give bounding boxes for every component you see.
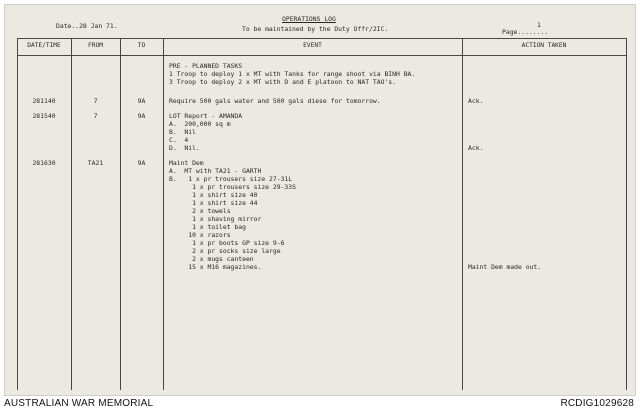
entry-action-line: Ack. <box>468 97 484 105</box>
entry-action-line <box>468 175 623 183</box>
log-subtitle: To be maintained by the Duty Offr/2IC. <box>242 25 389 33</box>
entry-event-line: C. 4 <box>169 136 189 144</box>
entry-event-line: D. Nil. <box>169 144 200 152</box>
column-rule <box>163 38 164 390</box>
entry-action-line <box>468 191 623 199</box>
entry-action-line <box>468 128 623 136</box>
entry-event-line: 10 x razors <box>169 231 231 239</box>
entry-from: TA21 <box>87 159 104 167</box>
entry-event-line: 1 x pr trousers size 29-33S <box>169 183 296 191</box>
column-rule <box>120 38 121 390</box>
column-header-event: EVENT <box>303 42 322 49</box>
column-rule <box>462 38 463 390</box>
entry-action-line <box>468 207 623 215</box>
entry-action-line <box>468 223 623 231</box>
archive-credit: AUSTRALIAN WAR MEMORIAL <box>4 398 154 409</box>
entry-event <box>169 97 459 105</box>
entry-event-line: 2 x mugs canteen <box>169 255 254 263</box>
column-header-datetime: DATE/TIME <box>27 42 61 49</box>
entry-from: 7 <box>93 97 98 105</box>
entry-action-line <box>468 215 623 223</box>
entry-event-line: 1 x shirt size 40 <box>169 191 258 199</box>
entry-action-line <box>468 183 623 191</box>
entry-datetime: 281630 <box>32 159 56 167</box>
entry-event-line: Maint Dem <box>169 159 204 167</box>
entry-event-line: PRE - PLANNED TASKS <box>169 62 243 70</box>
entry-event-line: B. 1 x pr trousers size 27-31L <box>169 175 293 183</box>
entry-event-line: 2 x towels <box>169 207 231 215</box>
entry-event <box>169 62 459 86</box>
entry-action-line <box>468 239 623 247</box>
entry-event-line: B. Nil <box>169 128 196 136</box>
entry-event <box>169 112 459 152</box>
column-header-to: TO <box>137 42 146 49</box>
entry-action-line <box>468 247 623 255</box>
table-top-rule <box>17 38 627 39</box>
column-rule <box>626 38 627 390</box>
entry-event-line: 1 x toilet bag <box>169 223 246 231</box>
log-title: OPERATIONS LOG <box>282 15 336 23</box>
entry-event-line: 3 Troop to deploy 2 x MT with D and E platoon to NAT TAO's. <box>169 78 397 86</box>
column-rule <box>17 38 18 390</box>
entry-action-line <box>468 136 623 144</box>
entry-action <box>468 112 623 152</box>
entry-action-line <box>468 159 623 167</box>
entry-to: 9A <box>137 97 146 105</box>
column-header-action: ACTION TAKEN <box>521 42 567 49</box>
page-number: 1 <box>537 21 541 29</box>
entry-action-line <box>468 231 623 239</box>
entry-datetime: 281140 <box>32 97 56 105</box>
entry-action <box>468 97 623 105</box>
entry-action-line <box>468 120 623 128</box>
entry-event-line: LOT Report - AMANDA <box>169 112 243 120</box>
table-header-rule <box>17 55 627 56</box>
entry-to: 9A <box>137 112 146 120</box>
entry-action-line <box>468 199 623 207</box>
entry-event-line: A. 200,000 sq m <box>169 120 231 128</box>
entry-action <box>468 159 623 271</box>
entry-action-line <box>468 167 623 175</box>
entry-from: 7 <box>93 112 98 120</box>
entry-action-line: Ack. <box>468 144 484 152</box>
entry-event-line: 1 x shirt size 44 <box>169 199 258 207</box>
entry-to: 9A <box>137 159 146 167</box>
archive-reference: RCDIG1029628 <box>560 398 634 409</box>
column-header-from: FROM <box>88 42 103 49</box>
page-field: Page........ <box>502 28 549 36</box>
entry-event-line: 2 x pr socks size large <box>169 247 281 255</box>
entry-event-line: A. MT with TA21 - GARTH <box>169 167 262 175</box>
entry-action-line <box>468 112 623 120</box>
entry-event-line: 15 x M16 magazines. <box>169 263 262 271</box>
entry-event-line: 1 Troop to deploy 1 x MT with Tanks for range shoot via BINH BA. <box>169 70 416 78</box>
entry-action-line <box>468 255 623 263</box>
entry-datetime: 281540 <box>32 112 56 120</box>
entry-event <box>169 159 459 271</box>
column-rule <box>71 38 72 390</box>
date-field: Date..28 Jan 71. <box>56 22 118 30</box>
entry-event-line: Require 500 gals water and 500 gals diese for tomorrow. <box>169 97 381 105</box>
entry-action-line: Maint Dem made out. <box>468 263 542 271</box>
entry-event-line: 1 x pr boots GP size 9-6 <box>169 239 285 247</box>
entry-event-line: 1 x shaving mirror <box>169 215 262 223</box>
